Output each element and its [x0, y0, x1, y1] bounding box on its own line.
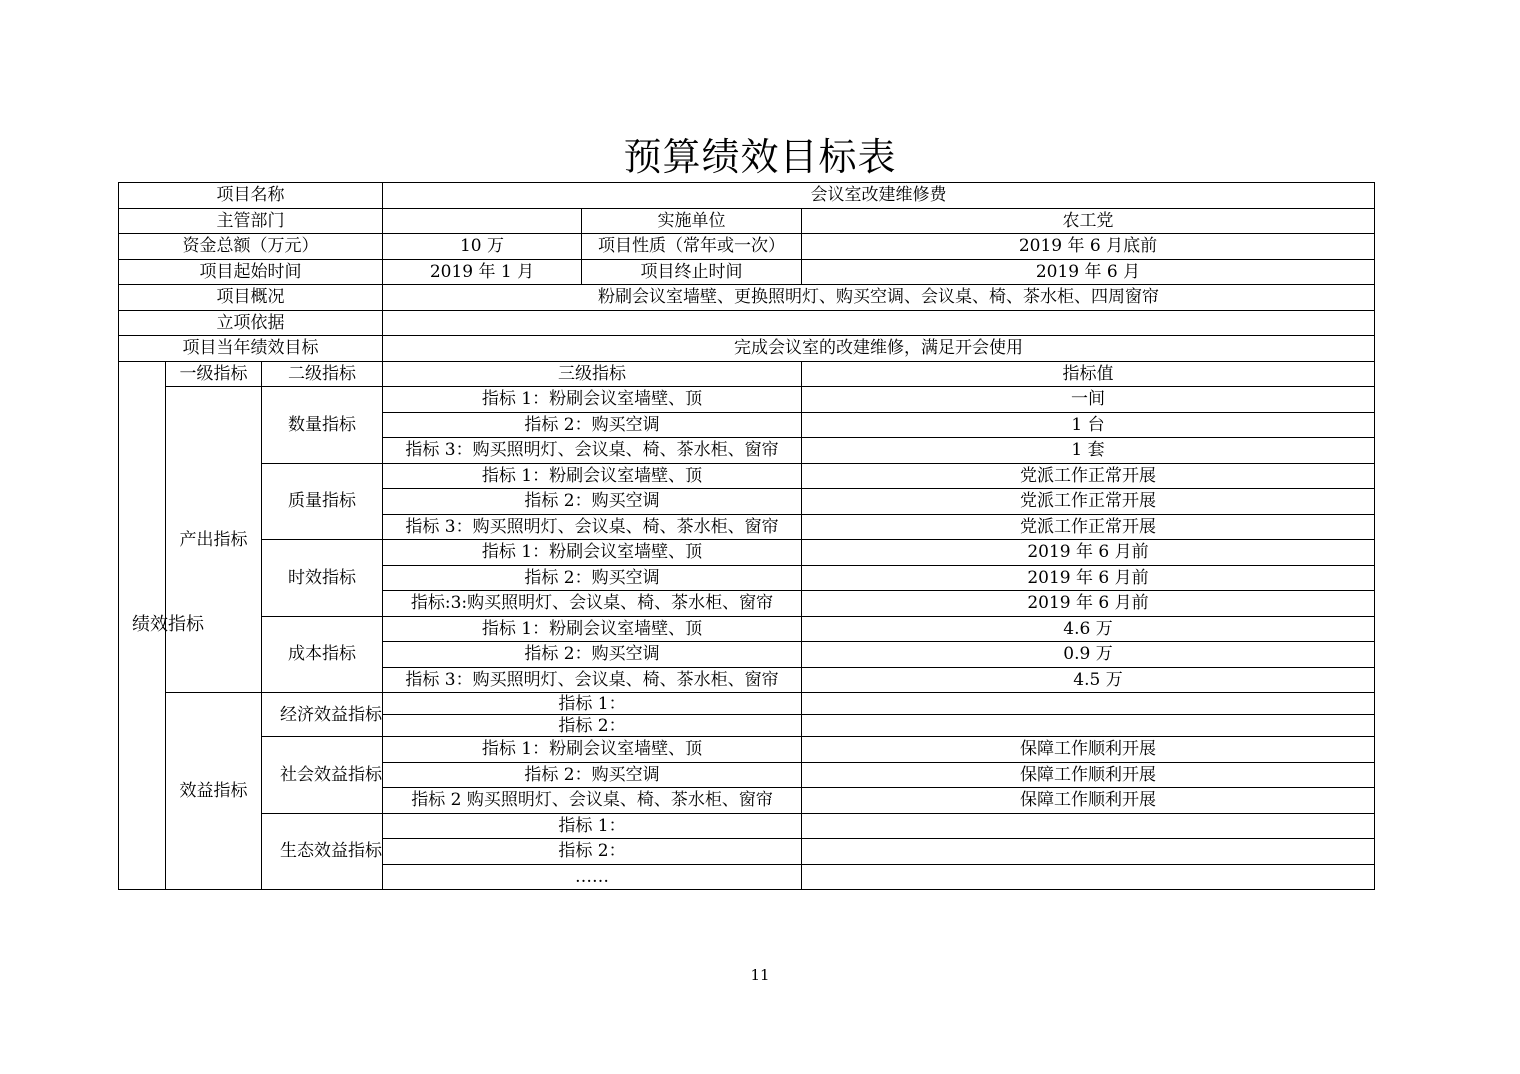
- impl-unit-label: 实施单位: [582, 208, 802, 234]
- indicator-value: [802, 693, 1375, 715]
- indicator-value: 4.6 万: [802, 616, 1375, 642]
- indicator-text: 指标 2：购买空调: [383, 565, 802, 591]
- funds-value: 10 万: [383, 234, 582, 260]
- table-row: [119, 540, 1375, 566]
- indicator-value: 党派工作正常开展: [802, 514, 1375, 540]
- row-basis: [119, 310, 1375, 336]
- perf-side-label: 绩效指标: [119, 361, 166, 890]
- indicator-text: 指标:3:购买照明灯、会议桌、椅、茶水柜、窗帘: [383, 591, 802, 617]
- indicator-text: ……: [383, 864, 802, 890]
- col-level2-header: 二级指标: [262, 361, 383, 387]
- nature-label: 项目性质（常年或一次）: [582, 234, 802, 260]
- row-department: [119, 208, 1375, 234]
- row-overview: [119, 285, 1375, 311]
- table-row: [119, 813, 1375, 839]
- indicator-text: 指标 3：购买照明灯、会议桌、椅、茶水柜、窗帘: [383, 667, 802, 693]
- dept-label: 主管部门: [119, 208, 383, 234]
- row-funds: [119, 234, 1375, 260]
- indicator-text: 指标 1：粉刷会议室墙壁、顶: [383, 540, 802, 566]
- indicator-value: 党派工作正常开展: [802, 489, 1375, 515]
- indicator-value: 保障工作顺利开展: [802, 737, 1375, 763]
- indicator-value: 1 台: [802, 412, 1375, 438]
- perf-header-row: [119, 361, 1375, 387]
- project-name-label: 项目名称: [119, 183, 383, 209]
- table-row: [119, 737, 1375, 763]
- indicator-value: 2019 年 6 月前: [802, 540, 1375, 566]
- row-project-name: [119, 183, 1375, 209]
- end-value: 2019 年 6 月: [802, 259, 1375, 285]
- indicator-value: [802, 715, 1375, 737]
- impl-unit-value: 农工党: [802, 208, 1375, 234]
- overview-label: 项目概况: [119, 285, 383, 311]
- start-value: 2019 年 1 月: [383, 259, 582, 285]
- indicator-value: 保障工作顺利开展: [802, 762, 1375, 788]
- table-row: [119, 693, 1375, 715]
- economic-indicator-label: 经济效益指标: [262, 693, 383, 737]
- indicator-value: 4.5 万: [802, 667, 1375, 693]
- indicator-value: [802, 864, 1375, 890]
- indicator-text: 指标 2：购买空调: [383, 412, 802, 438]
- indicator-value: 1 套: [802, 438, 1375, 464]
- indicator-text: 指标 3：购买照明灯、会议桌、椅、茶水柜、窗帘: [383, 514, 802, 540]
- indicator-value: 保障工作顺利开展: [802, 788, 1375, 814]
- timeliness-indicator-label: 时效指标: [262, 540, 383, 617]
- indicator-value: 0.9 万: [802, 642, 1375, 668]
- goal-value: 完成会议室的改建维修，满足开会使用: [383, 336, 1375, 362]
- quantity-indicator-label: 数量指标: [262, 387, 383, 464]
- table-row: [119, 387, 1375, 413]
- indicator-text: 指标 1：: [383, 693, 802, 715]
- page-number: 11: [750, 966, 770, 984]
- cost-indicator-label: 成本指标: [262, 616, 383, 693]
- indicator-text: 指标 2：购买空调: [383, 762, 802, 788]
- indicator-text: 指标 1：粉刷会议室墙壁、顶: [383, 387, 802, 413]
- col-level1-header: 一级指标: [166, 361, 262, 387]
- project-name-value: 会议室改建维修费: [383, 183, 1375, 209]
- overview-value: 粉刷会议室墙壁、更换照明灯、购买空调、会议桌、椅、茶水柜、四周窗帘: [383, 285, 1375, 311]
- indicator-value: 2019 年 6 月前: [802, 591, 1375, 617]
- indicator-value: [802, 839, 1375, 865]
- indicator-text: 指标 1：粉刷会议室墙壁、顶: [383, 616, 802, 642]
- col-value-header: 指标值: [802, 361, 1375, 387]
- row-goal: [119, 336, 1375, 362]
- goal-label: 项目当年绩效目标: [119, 336, 383, 362]
- row-timeframe: [119, 259, 1375, 285]
- end-label: 项目终止时间: [582, 259, 802, 285]
- quality-indicator-label: 质量指标: [262, 463, 383, 540]
- social-indicator-label: 社会效益指标: [262, 737, 383, 814]
- indicator-text: 指标 2：购买空调: [383, 489, 802, 515]
- indicator-text: 指标 2：: [383, 839, 802, 865]
- start-label: 项目起始时间: [119, 259, 383, 285]
- table-row: [119, 616, 1375, 642]
- indicator-text: 指标 3：购买照明灯、会议桌、椅、茶水柜、窗帘: [383, 438, 802, 464]
- page-title: 预算绩效目标表: [623, 135, 897, 179]
- funds-label: 资金总额（万元）: [119, 234, 383, 260]
- indicator-value: [802, 813, 1375, 839]
- benefit-indicator-label: 效益指标: [166, 693, 262, 890]
- indicator-text: 指标 2：: [383, 715, 802, 737]
- dept-value: [383, 208, 582, 234]
- table-row: [119, 463, 1375, 489]
- indicator-text: 指标 1：粉刷会议室墙壁、顶: [383, 463, 802, 489]
- indicator-text: 指标 2：购买空调: [383, 642, 802, 668]
- indicator-text: 指标 2 购买照明灯、会议桌、椅、茶水柜、窗帘: [383, 788, 802, 814]
- basis-value: [383, 310, 1375, 336]
- indicator-value: 2019 年 6 月前: [802, 565, 1375, 591]
- indicator-value: 一间: [802, 387, 1375, 413]
- basis-label: 立项依据: [119, 310, 383, 336]
- ecological-indicator-label: 生态效益指标: [262, 813, 383, 890]
- indicator-text: 指标 1：: [383, 813, 802, 839]
- col-level3-header: 三级指标: [383, 361, 802, 387]
- indicator-text: 指标 1：粉刷会议室墙壁、顶: [383, 737, 802, 763]
- performance-target-table: [118, 182, 1375, 890]
- indicator-value: 党派工作正常开展: [802, 463, 1375, 489]
- output-indicator-label: 产出指标: [166, 387, 262, 693]
- nature-value: 2019 年 6 月底前: [802, 234, 1375, 260]
